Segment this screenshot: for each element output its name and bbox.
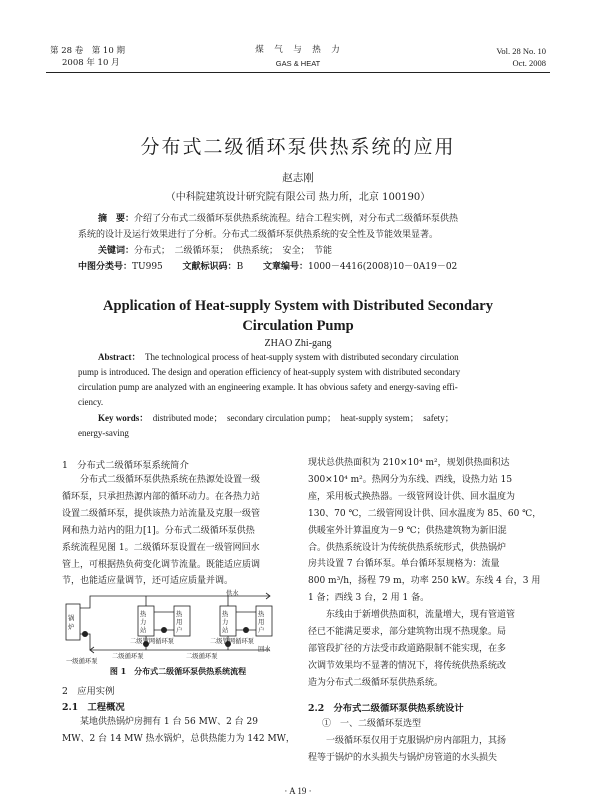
journal-date: 2008 年 10 月 [62, 58, 120, 68]
author: 赵志刚 [282, 172, 314, 184]
keywords-en [98, 411, 523, 426]
abstract-en-label: Abstract： [98, 352, 141, 362]
abstract-en-line1 [98, 350, 518, 365]
journal-name-en: GAS & HEAT [275, 59, 321, 68]
abstract-cn-line1: 介绍了分布式二级循环泵供热系统流程。结合工程实例，对分布式二级循环泵供热 [134, 214, 459, 224]
title-en-line1: Application of Heat-supply System with Distributed Secondary [103, 298, 493, 314]
article-no-label: 文章编号： [262, 262, 308, 272]
figure-1-diagram [60, 586, 296, 666]
figure-pump1-label: 一级循环泵 [66, 658, 98, 665]
s1-line: 网和热力站内的阻力[1]。分布式二级循环泵供热 [62, 525, 255, 536]
r-line: 300×10⁴ m²。热网分为东线、西线，设热力站 15 [308, 474, 513, 485]
section-2-2-heading: 2.2 分布式二级循环泵供热系统设计 [308, 703, 464, 714]
journal-date-en: Oct. 2008 [512, 58, 546, 68]
user-1-label-c: 户 [176, 627, 183, 634]
header-rule [46, 72, 550, 73]
station-2-label-c: 站 [222, 627, 229, 634]
station-2-label-b: 力 [222, 619, 229, 626]
s1-line: 设置二级循环泵，提供该热力站流量及克服一级管 [62, 508, 261, 519]
boiler-box [66, 604, 80, 640]
user-2-label-a: 热 [258, 611, 265, 618]
abstract-en-line3: circulation pump are analyzed with an engineering example. It has obvious safety and energy-saving effi- [78, 382, 458, 392]
sub-item-1: ① 一、二级循环泵选型 [322, 719, 422, 729]
figure-pump2a-label: 二级循环泵 [112, 653, 144, 660]
keywords-en-text1: distributed mode； secondary circulation pump； heat-supply system； safety； [152, 413, 454, 423]
r-line: 座，采用板式换热器。一级管网设计供、回水温度为 [308, 491, 516, 502]
boiler-label-2: 炉 [68, 624, 75, 631]
figure-1-caption: 图 1 分布式二级循环泵供热系统流程 [109, 666, 247, 676]
s1-line: 管上，可根据热负荷变化调节流量。既能适应质调 [62, 559, 261, 570]
title-en-line2: Circulation Pump [242, 318, 354, 334]
keywords-cn-label: 关键词： [98, 246, 135, 256]
r-line: 东线由于新增供热面积，流量增大，现有管道管 [308, 610, 516, 621]
boiler-label-1: 锅 [68, 615, 75, 622]
abstract-cn [98, 212, 518, 227]
user-2-label-b: 用 [258, 619, 265, 626]
classification [78, 260, 457, 275]
doc-code-value: B [236, 262, 244, 272]
user-1-label-b: 用 [176, 619, 183, 626]
journal-volume: 第 28 卷 第 10 期 [50, 46, 125, 56]
s21-line: MW、2 台 14 MW 热水锅炉，总供热能力为 142 MW， [62, 733, 295, 744]
r-line: 1 备；西线 3 台，2 用 1 备。 [308, 593, 430, 604]
figure-pump2d-label: 二级管网循环泵 [210, 638, 255, 645]
keywords-en-line2: energy-saving [78, 428, 129, 438]
page-number: · A 19 · [284, 786, 312, 796]
section-1-paragraph [62, 472, 298, 590]
keywords-cn-text: 分布式； 二级循环泵； 供热系统； 安全； 节能 [134, 246, 333, 256]
figure-supply-label: 供水 [226, 590, 239, 597]
s1-line: 分布式二级循环泵供热系统在热源处设置一级 [62, 475, 261, 485]
user-1-label-a: 热 [176, 611, 183, 618]
figure-pump2b-label: 二级管网循环泵 [130, 638, 175, 645]
network-pump-2-icon [243, 627, 249, 633]
r2-line: 程等于锅炉的水头损失与锅炉房管道的水头损失 [308, 752, 498, 763]
section-1-heading: 1 分布式二级循环泵系统简介 [62, 460, 189, 471]
abstract-en-line4: ciency. [78, 397, 104, 407]
article-no-value: 1000－4416(2008)10－0A19－02 [307, 262, 458, 272]
r-line: 合。供热系统设计为传统供热系统形式，供热锅炉 [308, 542, 507, 553]
r-line: 130、70 ℃，二级管网设计供、回水温度为 85、60 ℃， [308, 508, 542, 519]
r-line: 次调节效果均不显著的情况下，将传统供热系统改 [308, 660, 507, 671]
abstract-en-line2: pump is introduced. The design and operation efficiency of heat-supply system with distributed secondary [78, 367, 461, 377]
author-en: ZHAO Zhi-gang [264, 338, 332, 349]
affiliation: （中科院建筑设计研究院有限公司 热力所，北京 100190） [165, 192, 431, 203]
primary-pump-icon [82, 631, 88, 637]
abstract-cn-line2: 系统的设计及运行效果进行了分析。分布式二级循环泵供热系统的安全性及节能效果显著。 [78, 230, 439, 240]
station-1-label-a: 热 [140, 611, 147, 618]
section-2-1-paragraph [62, 714, 298, 748]
network-pump-1-icon [161, 627, 167, 633]
r-line: 径已不能满足要求，部分建筑物出现不热现象。局 [308, 627, 507, 638]
clc-value: TU995 [132, 262, 163, 272]
r-line: 房共设置 7 台循环泵。单台循环泵规格为：流量 [308, 559, 500, 570]
station-2-label-a: 热 [222, 611, 229, 618]
s21-line: 某地供热锅炉房拥有 1 台 56 MW、2 台 29 [62, 717, 258, 727]
section-2-heading: 2 应用实例 [62, 686, 115, 697]
r2-line: 一级循环泵仅用于克服锅炉房内部阻力，其扬 [308, 735, 507, 746]
s1-line: 系统流程见图 1。二级循环泵设置在一级管网回水 [62, 542, 260, 553]
figure-return-label: 回水 [258, 646, 271, 653]
keywords-cn [98, 244, 332, 259]
paper-title: 分布式二级循环泵供热系统的应用 [140, 136, 456, 158]
right-sub-heading [308, 716, 544, 767]
journal-name: 煤 气 与 热 力 [255, 45, 341, 55]
abstract-cn-label: 摘 要： [98, 214, 135, 224]
r-line: 现状总供热面积为 210×10⁴ m²，规划供热面积达 [308, 458, 510, 468]
r-line: 造为分布式二级循环泵供热系统。 [308, 677, 444, 688]
station-1-label-b: 力 [140, 619, 147, 626]
abstract-en-text1: The technological process of heat-supply system with distributed secondary circulation [145, 352, 459, 362]
journal-volume-en: Vol. 28 No. 10 [496, 46, 546, 56]
r-line: 800 m³/h，扬程 79 m，功率 250 kW。东线 4 台，3 用 [308, 576, 541, 587]
keywords-en-label: Key words： [98, 413, 149, 423]
r-line: 部管段扩径的方法受市政道路限制不能实现，在多 [308, 643, 507, 654]
section-2-1-heading: 2.1 工程概况 [62, 702, 125, 713]
station-1-label-c: 站 [140, 627, 147, 634]
user-2-label-c: 户 [258, 627, 265, 634]
r-line: 供暖室外计算温度为－9 ℃；供热建筑物为新旧混 [308, 525, 507, 536]
s1-line: 循环泵，只承担热源内部的循环动力。在各热力站 [62, 491, 261, 502]
clc-label: 中图分类号： [78, 262, 133, 272]
doc-code-label: 文献标识码： [182, 262, 237, 272]
s1-line: 节，也能适应量调节，还可适应质量并调。 [62, 576, 234, 587]
right-paragraph-1 [308, 455, 544, 692]
figure-pump2c-label: 二级循环泵 [186, 653, 218, 660]
